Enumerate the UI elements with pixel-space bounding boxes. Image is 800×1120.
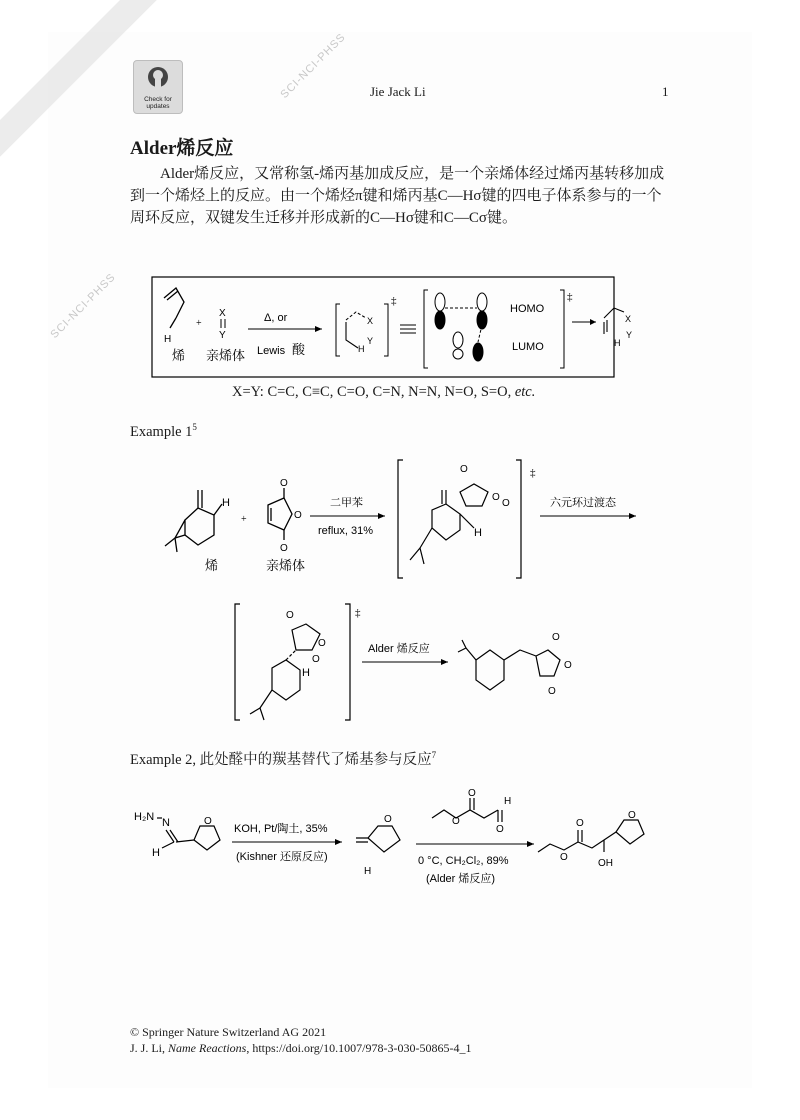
hydrazone-h2n: H₂N — [134, 811, 155, 823]
watermark-text: SCI-NCI-PHSS — [48, 271, 119, 341]
section-title: Alder烯反应 — [130, 138, 234, 159]
footer-citation — [130, 1040, 471, 1056]
glyoxylate-o2: O — [468, 788, 476, 799]
product-1-o3: O — [548, 686, 556, 697]
ts1-o2: O — [492, 492, 500, 503]
glyoxylate-o3: O — [496, 824, 504, 835]
glyoxylate-o1: O — [452, 816, 460, 827]
footer — [130, 1024, 471, 1056]
arrow-1-top: 二甲苯 — [330, 497, 363, 509]
ts2-o2: O — [318, 638, 326, 649]
intro-paragraph: Alder烯反应，又常称氢-烯丙基加成反应，是一个亲烯体经过烯丙基转移加成到一个烯烃上的反应。由一个烯烃π键和烯丙基C—Hσ键的四电子体系参与的一个周环反应，双键发生迁移并形成新的C—Hσ键和C—Cσ键。 — [130, 166, 665, 226]
arrow-condition-lewis: Lewis — [257, 345, 286, 357]
watermark-text: SCI-NCI-PHSS — [278, 31, 349, 101]
arrow-3-top: Alder 烯反应 — [368, 643, 430, 655]
lumo-label: LUMO — [512, 341, 544, 353]
product-h-atom: H — [614, 338, 621, 348]
ene-label-1: 烯 — [205, 558, 219, 573]
anhydride-o1: O — [280, 478, 288, 489]
product-2-furan-o: O — [628, 810, 636, 821]
product-1-o1: O — [552, 632, 560, 643]
example-1-label: Example 1 — [130, 423, 193, 440]
citation-prefix: J. J. Li, — [130, 1041, 169, 1055]
running-head-author: Jie Jack Li — [370, 84, 426, 99]
ts2-o1: O — [286, 610, 294, 621]
intermediate-o: O — [384, 814, 392, 825]
ts-dagger: ‡ — [391, 295, 397, 307]
badge-line-1: Check for — [144, 96, 172, 103]
intermediate-h: H — [364, 866, 372, 877]
example-2-label: Example 2, 此处醛中的羰基替代了烯基参与反应 — [130, 752, 432, 768]
orbital-dagger: ‡ — [567, 291, 573, 303]
arrow-2-top: 六元环过渡态 — [550, 497, 616, 509]
arrow-b-line1: 0 °C, CH₂Cl₂, 89% — [418, 855, 509, 867]
badge-line-2: updates — [146, 103, 170, 110]
plus-sign: + — [196, 318, 202, 329]
arrow-a-bottom: (Kishner 还原反应) — [236, 851, 328, 863]
arrow-a-top: KOH, Pt/陶土, 35% — [234, 823, 328, 835]
enophile-label: 亲烯体 — [206, 348, 246, 363]
ts2-dagger: ‡ — [355, 607, 361, 619]
citation-title: Name Reactions — [168, 1041, 247, 1055]
arrow-1-bottom: reflux, 31% — [318, 525, 374, 537]
product-2-structure — [538, 820, 644, 852]
ene-h-atom: H — [164, 334, 172, 345]
page-number: 1 — [662, 84, 669, 99]
glyoxylate-structure — [432, 798, 502, 822]
ts1-h: H — [474, 527, 482, 539]
product-y-atom: Y — [626, 330, 633, 340]
ts2-h: H — [302, 667, 310, 679]
enophile-label-1: 亲烯体 — [266, 558, 306, 573]
enophile-x-atom: X — [219, 308, 226, 319]
hydrazone-n: N — [162, 817, 170, 829]
arrow-b-line2: (Alder 烯反应) — [426, 873, 496, 885]
ts2-o3: O — [312, 654, 320, 665]
plus-1: + — [241, 514, 247, 525]
ts1-dagger: ‡ — [530, 467, 536, 479]
product-2-o2: O — [576, 818, 584, 829]
furan-o-1: O — [204, 816, 212, 827]
ts-y-atom: Y — [367, 336, 374, 346]
ts-x-atom: X — [367, 316, 374, 326]
citation-doi[interactable]: , https://doi.org/10.1007/978-3-030-50865-4_1 — [246, 1041, 472, 1055]
arrow-condition-top: Δ, or — [264, 312, 288, 324]
ts1-o1: O — [460, 464, 468, 475]
ts-h-atom: H — [358, 344, 365, 354]
ts1-o3: O — [502, 498, 510, 509]
xy-definition-etc: etc. — [514, 384, 536, 400]
product-x-atom: X — [625, 314, 632, 324]
product-2-oh: OH — [598, 858, 613, 869]
footer-copyright: © Springer Nature Switzerland AG 2021 — [130, 1025, 327, 1039]
glyoxylate-h: H — [504, 796, 512, 807]
hydrazone-h: H — [152, 847, 160, 859]
xy-definition-text: X=Y: C=C, C≡C, C=O, C=N, N=N, N=O, S=O, — [232, 384, 515, 400]
example-2-ref: 7 — [431, 750, 437, 761]
intermediate-structure — [356, 826, 400, 852]
enophile-y-atom: Y — [219, 330, 226, 341]
homo-label: HOMO — [510, 303, 545, 315]
product-1-o2: O — [564, 660, 572, 671]
ene-label: 烯 — [172, 348, 186, 363]
product-2-o1: O — [560, 852, 568, 863]
arrow-condition-acid: 酸 — [292, 342, 306, 357]
anhydride-o3: O — [280, 543, 288, 554]
anhydride-o2: O — [294, 510, 302, 521]
example-1-ref: 5 — [192, 422, 197, 432]
pinene-h: H — [222, 497, 230, 509]
